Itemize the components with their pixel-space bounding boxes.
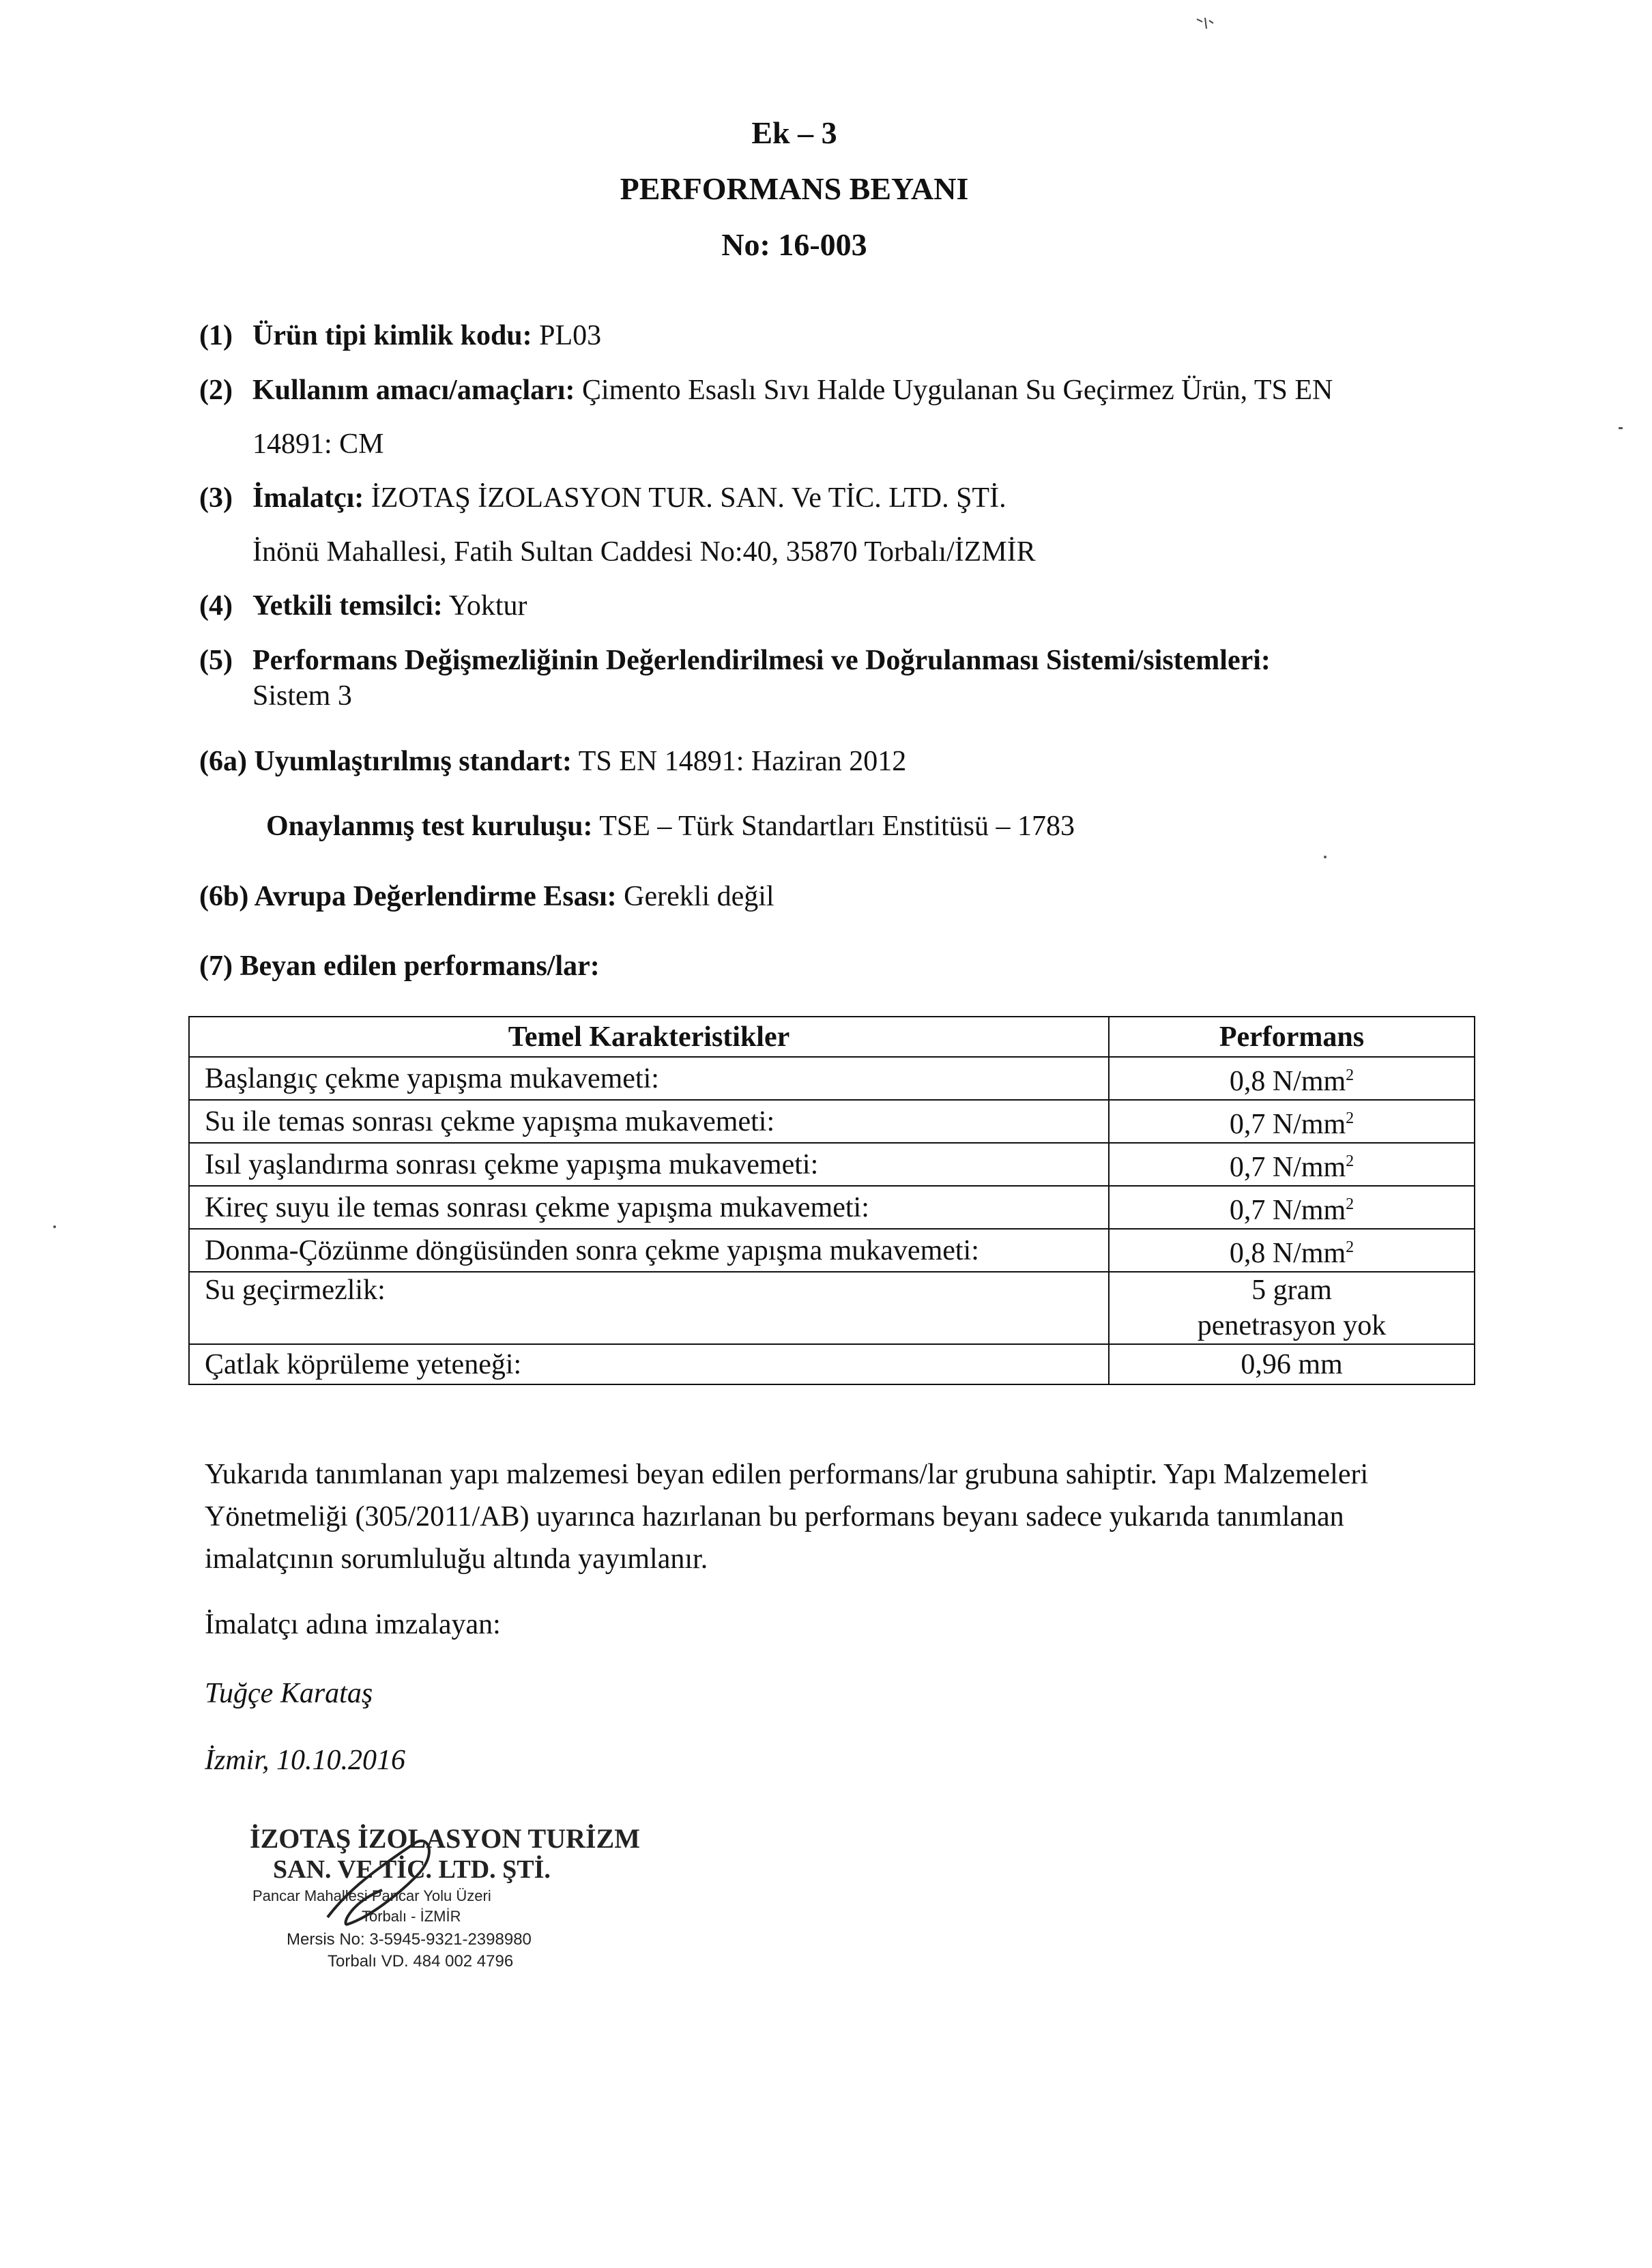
item-intended-use: (2) Kullanım amacı/amaçları: Çimento Esaslı Sıvı Halde Uygulanan Su Geçirmez Ürün, TS EN [199, 375, 1333, 406]
stamp-line: SAN. VE TİC. LTD. ŞTİ. [273, 1855, 551, 1884]
table-row [189, 1186, 1475, 1229]
item-avcp-system-value: Sistem 3 [252, 680, 352, 712]
scan-speck [1324, 856, 1327, 858]
table-row [189, 1229, 1475, 1272]
table-header-characteristic: Temel Karakteristikler [189, 1017, 1109, 1057]
performance-table [188, 1016, 1475, 1385]
characteristic-cell: Çatlak köprüleme yeteneği: [189, 1344, 1109, 1384]
stamp-line: Torbalı VD. 484 002 4796 [328, 1952, 514, 1971]
table-header-performance: Performans [1109, 1017, 1475, 1057]
table-row [189, 1057, 1475, 1100]
item-notified-body: Onaylanmış test kuruluşu: TSE – Türk Standartları Enstitüsü – 1783 [266, 811, 1075, 842]
item-manufacturer-address: İnönü Mahallesi, Fatih Sultan Caddesi No:40, 35870 Torbalı/İZMİR [252, 536, 1036, 568]
document-number: No: 16-003 [721, 227, 867, 262]
table-row [189, 1272, 1475, 1344]
company-stamp [246, 1815, 669, 1992]
performance-cell: 0,8 $N/mm^2$ [1109, 1057, 1475, 1100]
table-header-row [189, 1017, 1475, 1057]
scan-speck [1619, 427, 1623, 429]
scan-speck [1193, 14, 1220, 41]
stamp-line: Pancar Mahallesi Pancar Yolu Üzeri [252, 1887, 491, 1904]
performance-cell: 0,7 $N/mm^2$ [1109, 1100, 1475, 1143]
stamp-line: İZOTAŞ İZOLASYON TURİZM [250, 1823, 640, 1854]
closing-statement: Yukarıda tanımlanan yapı malzemesi beyan edilen performans/lar grubuna sahiptir. Yapı Malzemeleri Yönetmeliği (305/2011/AB) uyarınca hazırlanan bu performans beyanı sadece yukarıda tanımlanan imalatçının sorumluluğu altında yayımlanır. [205, 1459, 1369, 1575]
document-title: PERFORMANS BEYANI [620, 171, 969, 206]
table-row [189, 1143, 1475, 1186]
scan-speck [53, 1225, 56, 1228]
annex-label: Ek – 3 [751, 115, 837, 150]
stamp-graphic [246, 1815, 669, 1992]
characteristic-cell: Donma-Çözünme döngüsünden sonra çekme yapışma mukavemeti: [189, 1229, 1109, 1272]
characteristic-cell: Su ile temas sonrası çekme yapışma mukavemeti: [189, 1100, 1109, 1143]
item-intended-use-cont: 14891: CM [252, 428, 384, 460]
performance-cell: 5 gram penetrasyon yok [1109, 1272, 1475, 1344]
characteristic-cell: Başlangıç çekme yapışma mukavemeti: [189, 1057, 1109, 1100]
signer-name: Tuğçe Karataş [205, 1678, 373, 1709]
performance-cell: 0,7 $N/mm^2$ [1109, 1143, 1475, 1186]
characteristic-cell: Isıl yaşlandırma sonrası çekme yapışma mukavemeti: [189, 1143, 1109, 1186]
performance-cell: 0,8 $N/mm^2$ [1109, 1229, 1475, 1272]
stamp-line: Torbalı - İZMİR [362, 1908, 461, 1925]
characteristic-cell: Su geçirmezlik: [189, 1272, 1109, 1344]
characteristic-cell: Kireç suyu ile temas sonrası çekme yapışma mukavemeti: [189, 1186, 1109, 1229]
performance-cell: 0,96 mm [1109, 1344, 1475, 1384]
item-avcp-system: (5) Performans Değişmezliğinin Değerlendirilmesi ve Doğrulanması Sistemi/sistemleri: [199, 645, 1271, 676]
stamp-line: Mersis No: 3-5945-9321-2398980 [287, 1930, 532, 1949]
table-row [189, 1100, 1475, 1143]
table-row [189, 1344, 1475, 1384]
item-harmonised-standard: (6a) Uyumlaştırılmış standart: TS EN 14891: Haziran 2012 [199, 746, 907, 777]
item-european-assessment: (6b) Avrupa Değerlendirme Esası: Gerekli değil [199, 881, 774, 912]
signer-label: İmalatçı adına imzalayan: [205, 1609, 501, 1640]
item-manufacturer: (3) İmalatçı: İZOTAŞ İZOLASYON TUR. SAN. Ve TİC. LTD. ŞTİ. [199, 482, 1006, 514]
performance-cell: 0,7 $N/mm^2$ [1109, 1186, 1475, 1229]
item-representative: (4) Yetkili temsilci: Yoktur [199, 590, 527, 622]
item-declared-performance: (7) Beyan edilen performans/lar: [199, 950, 600, 982]
place-date: İzmir, 10.10.2016 [205, 1745, 406, 1776]
item-product-code: (1) Ürün tipi kimlik kodu: PL03 [199, 320, 602, 351]
